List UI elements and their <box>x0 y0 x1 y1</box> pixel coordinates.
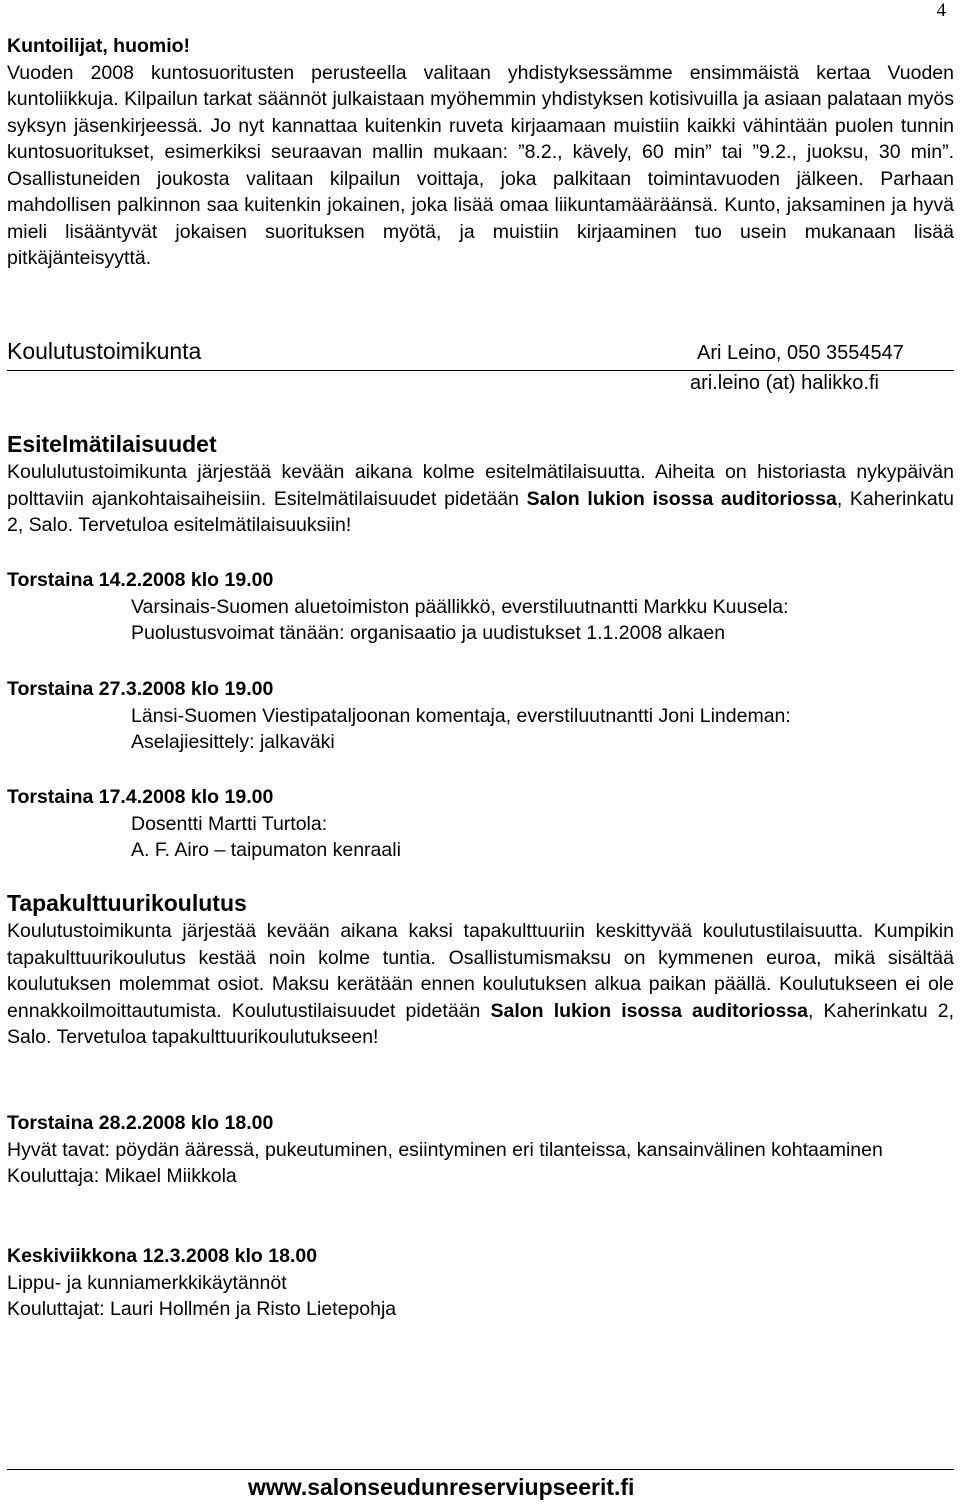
etiquette-text <box>7 918 954 1051</box>
section-header <box>7 338 954 371</box>
lecture-2-line2: Aselajiesittely: jalkaväki <box>131 731 335 753</box>
lecture-1 <box>7 567 954 647</box>
lecture-3 <box>7 784 954 864</box>
lecture-2 <box>7 676 954 756</box>
footer-website: www.salonseudunreserviupseerit.fi <box>248 1474 635 1500</box>
section-title: Koulutustoimikunta <box>7 338 202 364</box>
training-1-line2: Kouluttaja: Mikael Miikkola <box>7 1165 237 1187</box>
lecture-3-date: Torstaina 17.4.2008 klo 19.00 <box>7 786 274 808</box>
lecture-1-line1: Varsinais-Suomen aluetoimiston päällikkö, everstiluutnantti Markku Kuusela: <box>131 595 789 618</box>
lecture-2-date: Torstaina 27.3.2008 klo 19.00 <box>7 678 274 700</box>
section-contact: Ari Leino, 050 3554547 <box>697 342 904 364</box>
lecture-2-line1: Länsi-Suomen Viestipataljoonan komentaja, everstiluutnantti Joni Lindeman: <box>131 704 791 727</box>
training-1 <box>7 1110 954 1190</box>
intro-block <box>7 33 954 272</box>
intro-heading: Kuntoilijat, huomio! <box>7 35 191 57</box>
lecture-1-line2: Puolustusvoimat tänään: organisaatio ja uudistukset 1.1.2008 alkaen <box>131 622 726 644</box>
etiquette-block <box>7 888 954 1051</box>
lecture-1-date: Torstaina 14.2.2008 klo 19.00 <box>7 569 274 591</box>
lectures-heading: Esitelmätilaisuudet <box>7 431 217 457</box>
lecture-3-line2: A. F. Airo – taipumaton kenraali <box>131 839 401 861</box>
section-email: ari.leino (at) halikko.fi <box>690 372 879 394</box>
footer-divider <box>7 1469 954 1470</box>
training-2-line2: Kouluttajat: Lauri Hollmén ja Risto Lietepohja <box>7 1298 397 1320</box>
training-1-date: Torstaina 28.2.2008 klo 18.00 <box>7 1112 274 1134</box>
lectures-block <box>7 429 954 539</box>
training-2-date: Keskiviikkona 12.3.2008 klo 18.00 <box>7 1245 318 1267</box>
lectures-text <box>7 459 954 539</box>
training-2 <box>7 1243 954 1323</box>
training-1-line1: Hyvät tavat: pöydän ääressä, pukeutuminen, esiintyminen eri tilanteissa, kansainvälinen kohtaaminen <box>7 1138 883 1161</box>
lectures-text-a: Koululutustoimikunta järjestää kevään aikana kolme esitelmätilaisuutta. Aiheita on historiasta nykypäivän polttaviin ajankohtaisaiheisiin. Esitelmätilaisuudet pidetään <box>7 461 954 510</box>
lectures-text-b: , Kaherinkatu 2, Salo. Tervetuloa esitelmätilaisuuksiin! <box>7 487 954 536</box>
lectures-venue: Salon lukion isossa auditoriossa <box>526 487 837 510</box>
etiquette-venue: Salon lukion isossa auditoriossa <box>490 999 808 1022</box>
etiquette-text-a: Koulutustoimikunta järjestää kevään aikana kaksi tapakulttuuriin keskittyvää koulutustilaisuutta. Kumpikin tapakulttuurikoulutus kestää noin kolme tuntia. Osallistumismaksu on kymmenen euroa, mikä sisältää koulutuksen molemmat osiot. Maksu kerätään ennen koulutuksen alkua paikan päällä. Koulutukseen ei ole ennakkoilmoittautumista. Koulutustilaisuudet pidetään <box>7 920 954 1022</box>
etiquette-text-b: , Kaherinkatu 2, Salo. Tervetuloa tapakulttuurikoulutukseen! <box>7 999 954 1048</box>
etiquette-heading: Tapakulttuurikoulutus <box>7 890 247 916</box>
intro-text: Vuoden 2008 kuntosuoritusten perusteella valitaan yhdistyksessämme ensimmäistä kertaa Vuoden kuntoliikkuja. Kilpailun tarkat säännöt julkaistaan myöhemmin yhdistyksen kotisivuilla ja asiaan palataan myös syksyn jäsenkirjeessä. Jo nyt kannattaa kuitenkin ruveta kirjaamaan muistiin kaikki vähintään puolen tunnin kuntosuoritukset, esimerkiksi seuraavan mallin mukaan: ”8.2., kävely, 60 min” tai ”9.2., juoksu, 30 min”. Osallistuneiden joukosta valitaan kilpailun voittaja, joka palkitaan toimintavuoden jälkeen. Parhaan mahdollisen palkinnon saa kuitenkin jokainen, joka lisää omaa liikuntamääräänsä. Kunto, jaksaminen ja hyvä mieli lisääntyvät jokaisen suorituksen myötä, ja muistiin kirjaaminen tuo usein mukanaan lisää pitkäjänteisyyttä. <box>7 61 954 269</box>
training-2-line1: Lippu- ja kunniamerkkikäytännöt <box>7 1271 287 1294</box>
lecture-3-line1: Dosentti Martti Turtola: <box>131 812 328 835</box>
page-number: 4 <box>936 0 946 21</box>
